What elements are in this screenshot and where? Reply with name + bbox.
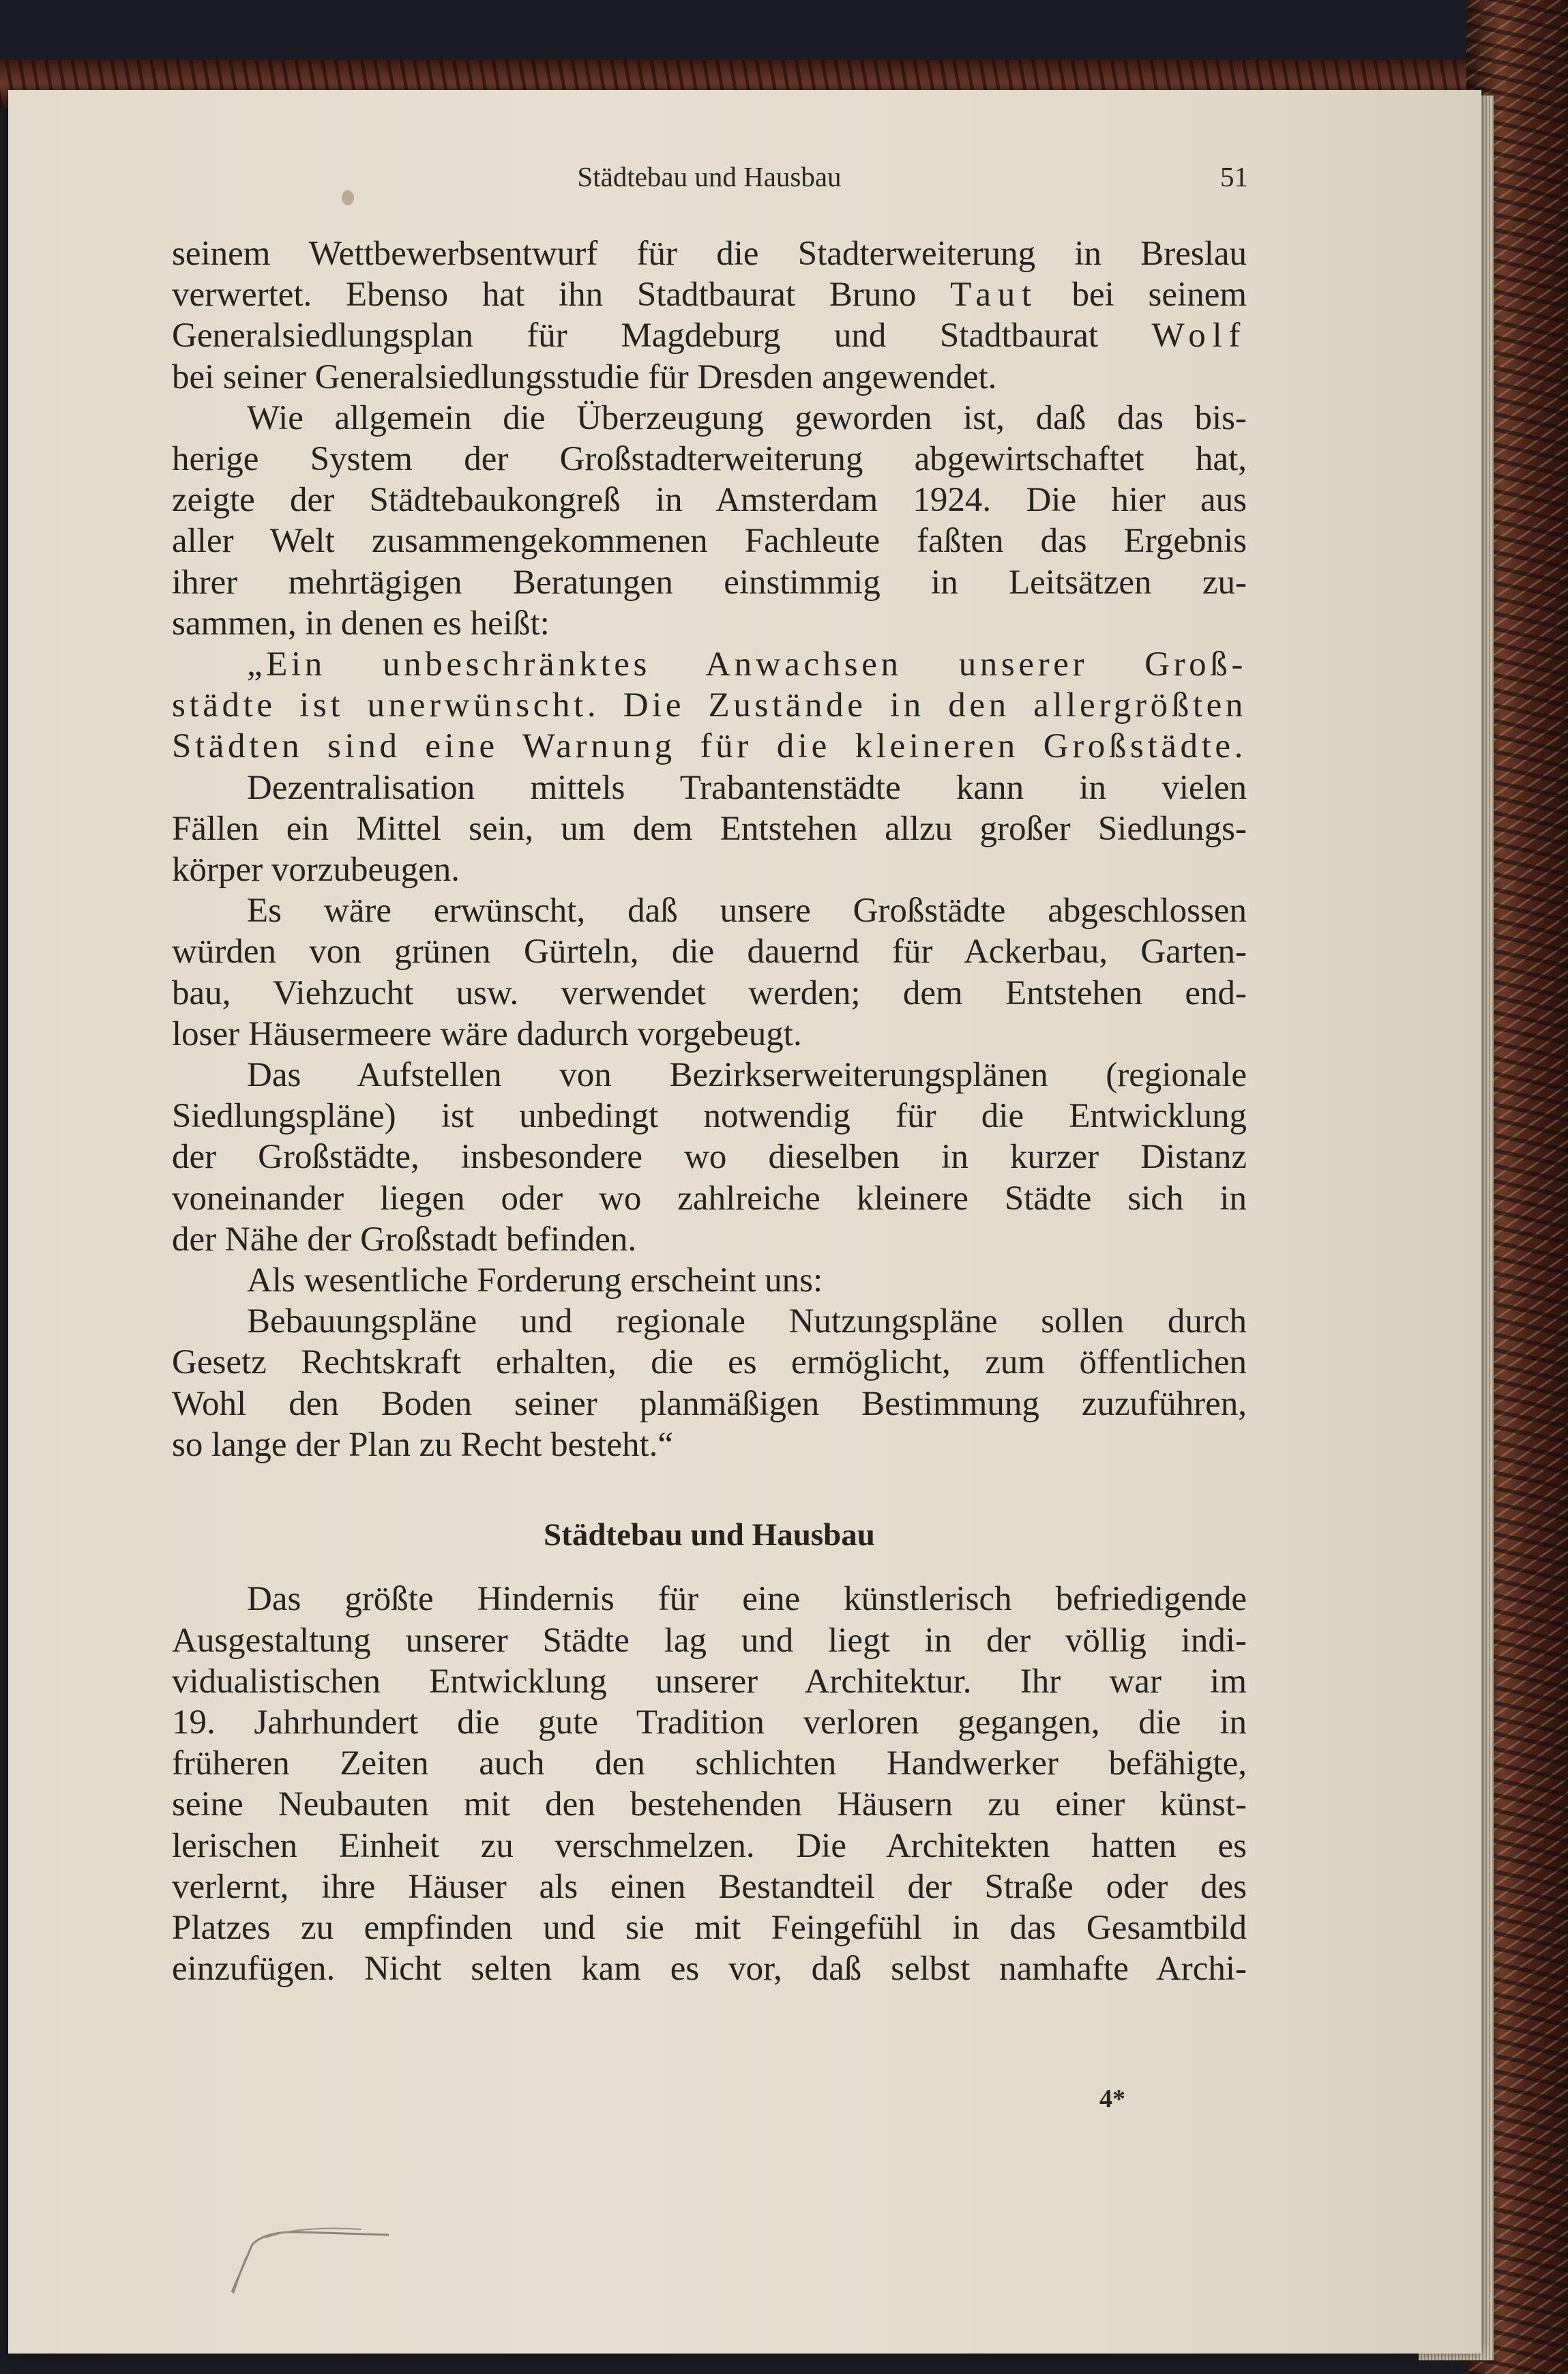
text-fragment: bei seinem xyxy=(1037,276,1247,314)
text-line: lerischen Einheit zu verschmelzen. Die Architekten hatten es xyxy=(172,1826,1247,1865)
text-line xyxy=(172,274,1247,315)
spaced-name-taut: Taut xyxy=(950,276,1038,314)
text-line: Fällen ein Mittel sein, um dem Entstehen allzu großer Siedlungs- xyxy=(172,809,1247,848)
text-line: aller Welt zusammengekommenen Fachleute faßten das Ergebnis xyxy=(172,522,1247,561)
text-line: loser Häusermeere wäre dadurch vorgebeugt. xyxy=(172,1014,802,1053)
text-line: Platzes zu empfinden und sie mit Feingefühl in das Gesamtbild xyxy=(172,1908,1247,1947)
text-line: Bebauungspläne und regionale Nutzungspläne sollen durch xyxy=(247,1302,1247,1341)
text-line: Ausgestaltung unserer Städte lag und liegt in der völlig indi- xyxy=(172,1621,1247,1660)
text-line: seinem Wettbewerbsentwurf für die Stadterweiterung in Breslau xyxy=(172,235,1247,273)
text-line: Dezentralisation mittels Trabantenstädte kann in vielen xyxy=(247,768,1247,807)
text-line: Wie allgemein die Überzeugung geworden ist, daß das bis- xyxy=(247,398,1247,437)
pencil-scrawl xyxy=(225,2217,402,2299)
text-line: ihrer mehrtägigen Beratungen einstimmig in Leitsätzen zu- xyxy=(172,563,1247,602)
text-line: einzufügen. Nicht selten kam es vor, daß selbst namhafte Archi- xyxy=(172,1950,1247,1989)
text-line: herige System der Großstadterweiterung abgewirtschaftet hat, xyxy=(172,440,1247,479)
text-line: verlernt, ihre Häuser als einen Bestandteil der Straße oder des xyxy=(172,1867,1247,1906)
text-line: Als wesentliche Forderung erscheint uns: xyxy=(247,1261,823,1300)
text-line: Es wäre erwünscht, daß unsere Großstädte abgeschlossen xyxy=(247,892,1247,930)
text-line: würden von grünen Gürteln, die dauernd für Ackerbau, Garten- xyxy=(172,933,1247,971)
text-line: Gesetz Rechtskraft erhalten, die es ermöglicht, zum öffentlichen xyxy=(172,1343,1247,1382)
running-header-title: Städtebau und Hausbau xyxy=(577,161,842,192)
text-fragment: verwertet. Ebenso hat ihn Stadtbaurat Bruno xyxy=(172,276,951,314)
text-line: körper vorzubeugen. xyxy=(172,851,460,890)
section-heading: Städtebau und Hausbau xyxy=(544,1517,875,1553)
text-line xyxy=(172,315,1247,356)
text-line: Das Aufstellen von Bezirkserweiterungsplänen (regionale xyxy=(247,1056,1247,1095)
signature-mark: 4* xyxy=(1099,2085,1125,2113)
page-body xyxy=(172,233,1247,1989)
text-line: vidualistischen Entwicklung unserer Architektur. Ihr war im xyxy=(172,1662,1247,1701)
text-line: 19. Jahrhundert die gute Tradition verloren gegangen, die in xyxy=(172,1703,1247,1742)
text-line: Das größte Hindernis für eine künstlerisch befriedigende xyxy=(247,1580,1247,1619)
text-line: bau, Viehzucht usw. verwendet werden; dem Entstehen end- xyxy=(172,973,1247,1012)
text-line: seine Neubauten mit den bestehenden Häusern zu einer künst- xyxy=(172,1785,1247,1824)
text-line: der Großstädte, insbesondere wo dieselben in kurzer Distanz xyxy=(172,1138,1247,1177)
text-line: zeigte der Städtebaukongreß in Amsterdam 1924. Die hier aus xyxy=(172,481,1247,520)
quote-line: städte ist unerwünscht. Die Zustände in den allergrößten xyxy=(172,686,1247,725)
running-header xyxy=(171,160,1248,215)
spaced-name-wolf: Wolf xyxy=(1151,317,1247,355)
text-line: voneinander liegen oder wo zahlreiche kleinere Städte sich in xyxy=(172,1179,1247,1218)
quote-line: „Ein unbeschränktes Anwachsen unserer Groß- xyxy=(247,645,1247,684)
text-line: Wohl den Boden seiner planmäßigen Bestimmung zuzuführen, xyxy=(172,1384,1247,1423)
quote-line: Städten sind eine Warnung für die kleineren Großstädte. xyxy=(172,727,1247,766)
text-line: sammen, in denen es heißt: xyxy=(172,604,550,643)
text-line: Siedlungspläne) ist unbedingt notwendig für die Entwicklung xyxy=(172,1097,1247,1136)
page-number: 51 xyxy=(1220,161,1248,192)
text-line: der Nähe der Großstadt befinden. xyxy=(172,1220,637,1259)
text-line: früheren Zeiten auch den schlichten Handwerker befähigte, xyxy=(172,1744,1247,1783)
text-fragment: Generalsiedlungsplan für Magdeburg und Stadtbaurat xyxy=(172,317,1152,355)
text-line: so lange der Plan zu Recht besteht.“ xyxy=(172,1425,674,1464)
text-line: bei seiner Generalsiedlungsstudie für Dresden angewendet. xyxy=(172,357,997,396)
